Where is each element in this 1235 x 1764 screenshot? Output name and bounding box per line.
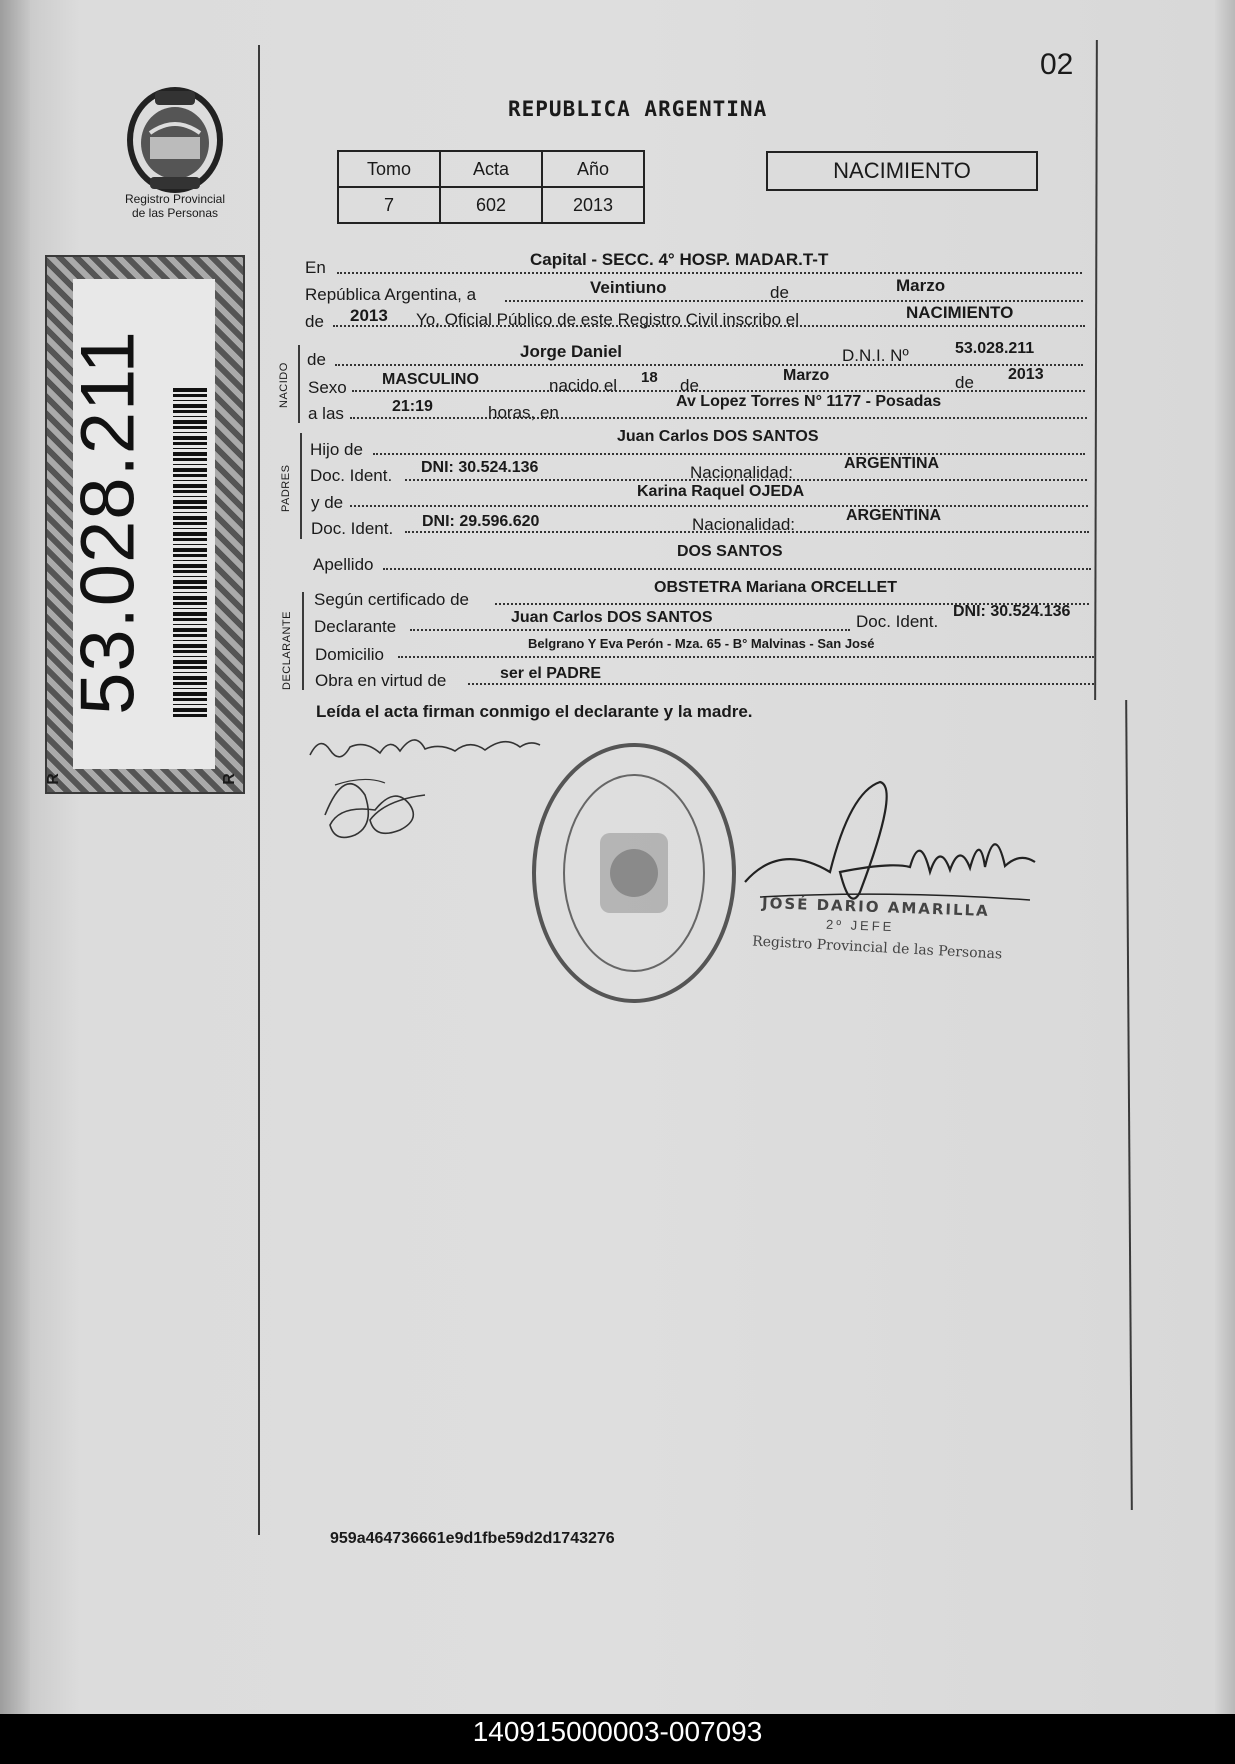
father-nationality-label: Nacionalidad: <box>690 463 794 482</box>
en-label: En <box>305 258 326 277</box>
month-value: Marzo <box>896 276 946 295</box>
father-doc-value: DNI: 30.524.136 <box>421 459 539 476</box>
certificado-value: OBSTETRA Mariana ORCELLET <box>654 579 897 596</box>
signatory-role: 2º JEFE <box>825 916 895 935</box>
official-seal-icon <box>528 738 740 1008</box>
section-label-declarante: DECLARANTE <box>281 611 293 690</box>
strip-mark-left: R <box>44 773 62 785</box>
page-shadow-left <box>0 0 30 1764</box>
obra-label: Obra en virtud de <box>315 671 447 690</box>
section-rule-nacido <box>298 345 300 423</box>
birth-de-label-2: de <box>955 373 974 392</box>
father-doc-label: Doc. Ident. <box>310 466 393 485</box>
coat-of-arms-icon <box>120 85 230 195</box>
section-rule-declarante <box>302 592 304 690</box>
birth-month-value: Marzo <box>783 367 830 384</box>
logo-caption-line2: de las Personas <box>131 206 219 220</box>
birth-year-value: 2013 <box>1008 366 1044 383</box>
republic-label: República Argentina, a <box>305 285 477 304</box>
registry-table <box>337 150 645 224</box>
dotted-line <box>383 568 1091 570</box>
table-value-tomo: 7 <box>338 187 440 223</box>
dotted-line <box>468 683 1094 685</box>
dni-label: D.N.I. Nº <box>842 346 909 365</box>
table-header-acta: Acta <box>440 151 542 187</box>
domicilio-value: Belgrano Y Eva Perón - Mza. 65 - B° Malvinas - San José <box>528 636 875 651</box>
record-type-box: NACIMIENTO <box>766 151 1038 191</box>
logo-caption-line1: Registro Provincial <box>124 192 226 206</box>
logo-caption <box>105 192 245 220</box>
hijo-de-label: Hijo de <box>310 440 363 459</box>
signatory-organization: Registro Provincial de las Personas <box>751 933 1003 963</box>
closing-statement: Leída el acta firman conmigo el declarante y la madre. <box>316 702 753 721</box>
birth-de-label: de <box>680 376 699 395</box>
dotted-line <box>398 656 1094 658</box>
de-label: de <box>770 283 789 302</box>
page-shadow-right <box>1215 0 1235 1764</box>
sexo-value: MASCULINO <box>382 371 479 388</box>
time-value: 21:19 <box>392 398 433 415</box>
declarante-name-value: Juan Carlos DOS SANTOS <box>511 609 713 626</box>
record-type-value: NACIMIENTO <box>906 303 1014 322</box>
declarante-label: Declarante <box>314 617 397 636</box>
barcode-id-number: 53.028.211 <box>65 330 151 715</box>
mother-signature <box>315 755 435 850</box>
declarante-doc-label: Doc. Ident. <box>856 612 939 631</box>
dotted-line <box>350 417 1087 419</box>
sexo-label: Sexo <box>308 378 347 397</box>
a-las-label: a las <box>308 404 344 423</box>
dotted-line <box>352 390 1085 392</box>
obra-value: ser el PADRE <box>500 665 602 682</box>
dotted-line <box>335 364 1083 366</box>
mother-name-value: Karina Raquel OJEDA <box>637 483 805 500</box>
apellido-label: Apellido <box>313 555 374 574</box>
document-title: REPUBLICA ARGENTINA <box>508 97 768 121</box>
mother-nationality-label: Nacionalidad: <box>692 515 796 534</box>
certificado-label: Según certificado de <box>314 590 469 609</box>
place-value: Capital - SECC. 4° HOSP. MADAR.T-T <box>530 250 829 269</box>
mother-nationality-value: ARGENTINA <box>846 507 942 524</box>
child-dni-value: 53.028.211 <box>955 340 1035 357</box>
horas-label: horas, en <box>488 403 559 422</box>
dotted-line <box>350 505 1088 507</box>
barcode-bars-icon <box>173 387 207 717</box>
margin-rule-right-lower <box>1125 700 1133 1510</box>
officer-text: Yo, Oficial Público de este Registro Civil inscribo el <box>416 310 799 329</box>
margin-rule-right <box>1094 40 1098 700</box>
margin-rule-left <box>258 45 260 1535</box>
de-label-year: de <box>305 312 324 331</box>
declarante-doc-value: DNI: 30.524.136 <box>953 603 1071 620</box>
table-value-acta: 602 <box>440 187 542 223</box>
father-name-value: Juan Carlos DOS SANTOS <box>617 428 819 445</box>
dotted-line <box>373 453 1085 455</box>
day-value: Veintiuno <box>590 278 667 297</box>
child-name-value: Jorge Daniel <box>520 342 623 361</box>
strip-mark-right: R <box>220 773 238 785</box>
document-hash: 959a464736661e9d1fbe59d2d1743276 <box>330 1530 615 1547</box>
apellido-value: DOS SANTOS <box>677 543 783 560</box>
birth-day-value: 18 <box>641 369 658 386</box>
domicilio-label: Domicilio <box>315 645 384 664</box>
y-de-label: y de <box>311 493 344 512</box>
table-header-tomo: Tomo <box>338 151 440 187</box>
signatory-name: JOSÉ DARIO AMARILLA <box>761 894 991 920</box>
nacido-de-label: de <box>307 350 326 369</box>
section-label-padres: PADRES <box>280 464 292 512</box>
section-label-nacido: NACIDO <box>278 362 290 408</box>
mother-doc-label: Doc. Ident. <box>311 519 394 538</box>
table-value-anio: 2013 <box>542 187 644 223</box>
barcode-label <box>65 279 215 769</box>
mother-doc-value: DNI: 29.596.620 <box>422 513 540 530</box>
section-rule-padres <box>300 433 302 539</box>
footer-code: 140915000003-007093 <box>472 1716 763 1747</box>
birth-address-value: Av Lopez Torres N° 1177 - Posadas <box>676 393 942 410</box>
dotted-line <box>505 300 1083 302</box>
year-value: 2013 <box>350 306 388 325</box>
page-number: 02 <box>1040 48 1074 81</box>
nacido-el-label: nacido el <box>549 376 618 395</box>
dotted-line <box>337 272 1082 274</box>
dotted-line <box>410 629 850 631</box>
father-nationality-value: ARGENTINA <box>844 455 940 472</box>
table-header-anio: Año <box>542 151 644 187</box>
barcode-strip <box>45 255 245 794</box>
